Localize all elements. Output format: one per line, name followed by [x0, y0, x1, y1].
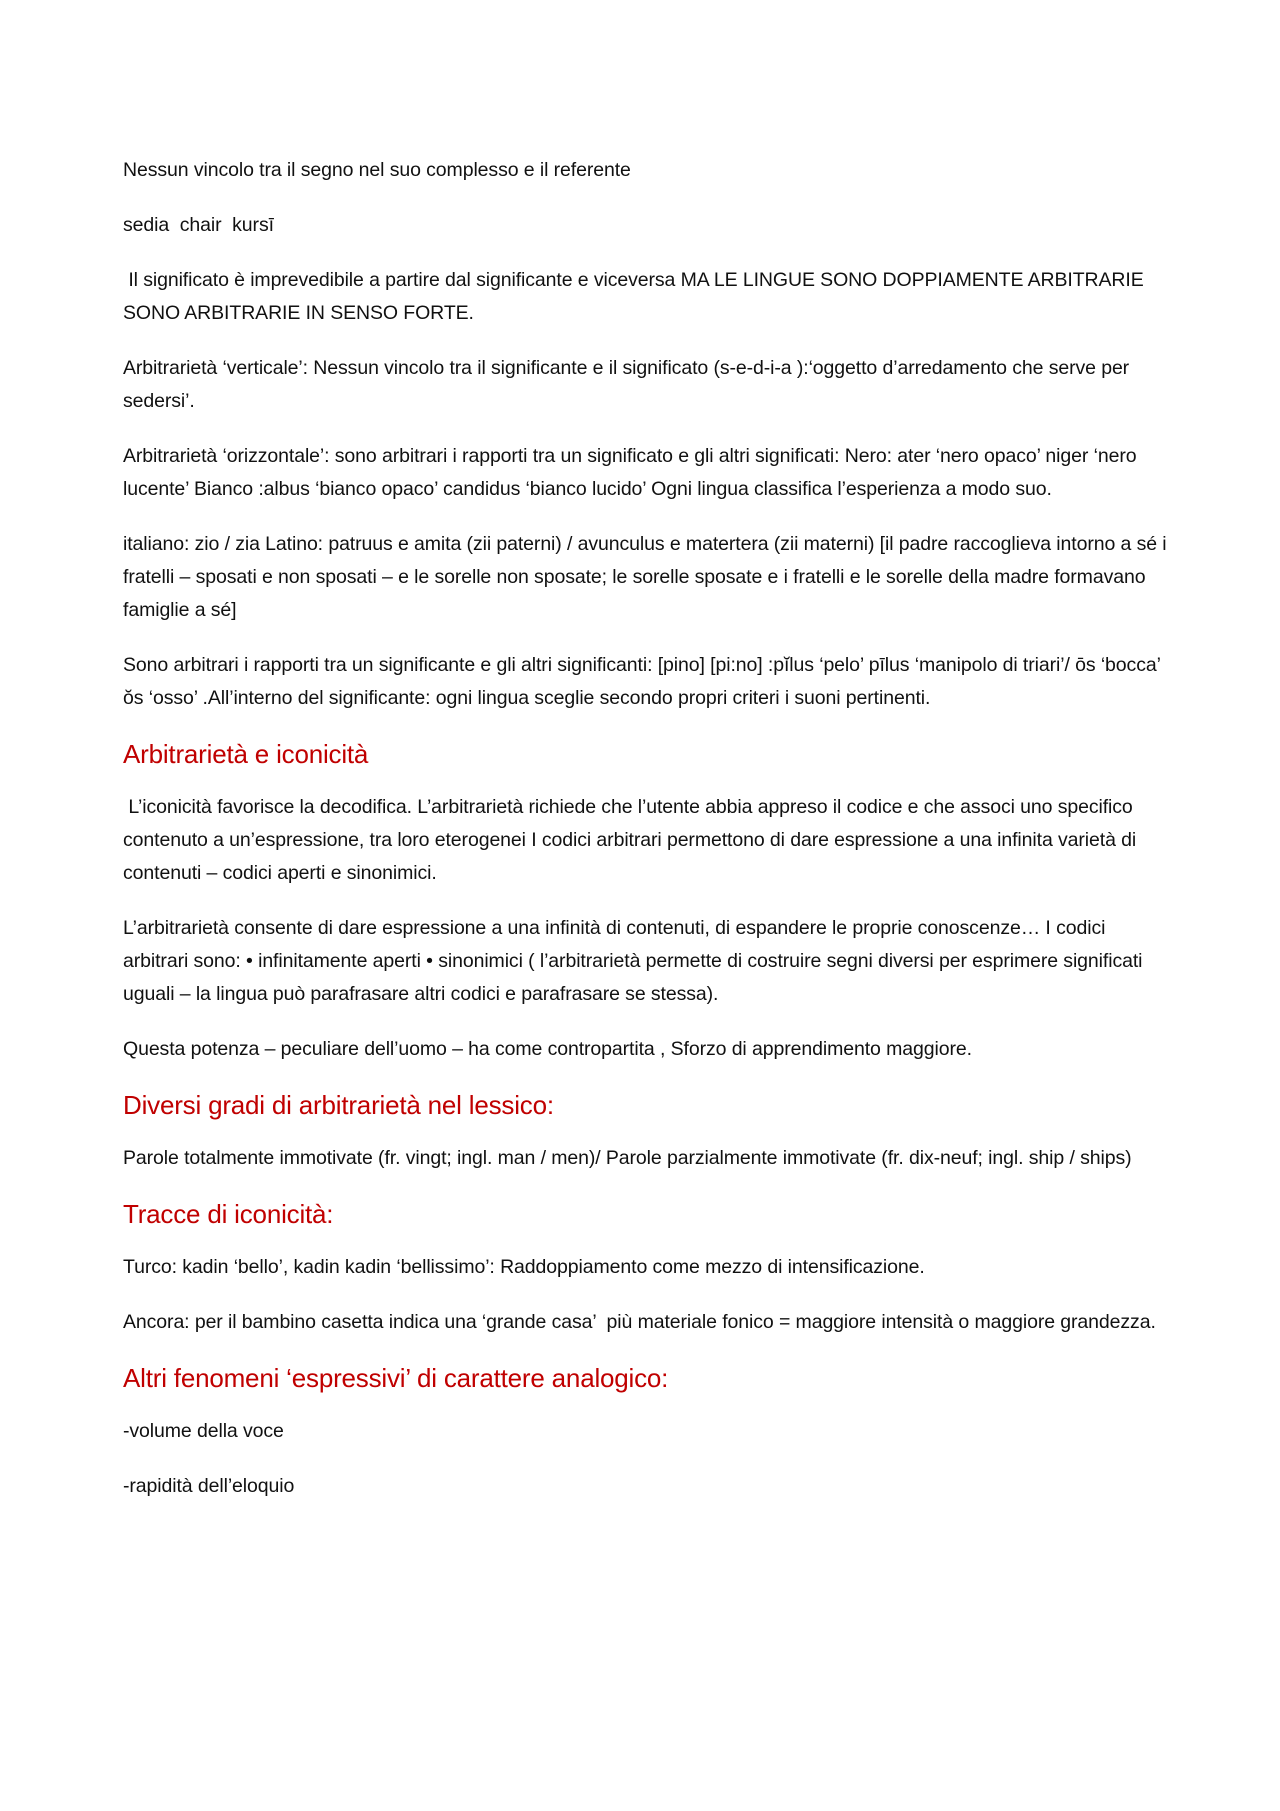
- section-heading: Tracce di iconicità:: [123, 1199, 334, 1229]
- paragraph: L’iconicità favorisce la decodifica. L’arbitrarietà richiede che l’utente abbia appreso il codice e che associ uno specifico contenuto a un’espressione, tra loro eterogenei I codici arbitrari permettono di dare espressione a una infinita varietà di contenuti – codici aperti e sinonimici.: [123, 796, 1142, 884]
- paragraph: Parole totalmente immotivate (fr. vingt; ingl. man / men)/ Parole parzialmente immotivate (fr. dix-neuf; ingl. ship / ships): [123, 1147, 1132, 1169]
- section-heading: Diversi gradi di arbitrarietà nel lessico:: [123, 1090, 554, 1120]
- paragraph: Nessun vincolo tra il segno nel suo complesso e il referente: [123, 159, 631, 181]
- paragraph: -rapidità dell’eloquio: [123, 1475, 295, 1497]
- paragraph: Ancora: per il bambino casetta indica una ‘grande casa’ più materiale fonico = maggiore intensità o maggiore grandezza.: [123, 1311, 1156, 1333]
- paragraph: Il significato è imprevedibile a partire dal significante e viceversa MA LE LINGUE SONO DOPPIAMENTE ARBITRARIE SONO ARBITRARIE IN SENSO FORTE.: [123, 269, 1155, 324]
- paragraph: L’arbitrarietà consente di dare espressione a una infinità di contenuti, di espandere le proprie conoscenze… I codici arbitrari sono: • infinitamente aperti • sinonimici ( l’arbitrarietà permette di costruire segni diversi per esprimere significati uguali – la lingua può parafrasare altri codici e parafrasare se stessa).: [123, 917, 1148, 1005]
- paragraph: Turco: kadin ‘bello’, kadin kadin ‘bellissimo’: Raddoppiamento come mezzo di intensificazione.: [123, 1256, 925, 1278]
- section-heading: Arbitrarietà e iconicità: [123, 739, 369, 769]
- paragraph: Sono arbitrari i rapporti tra un significante e gli altri significanti: [pino] [pi:no] :pĭlus ‘pelo’ pīlus ‘manipolo di triari’/ ōs ‘bocca’ ŏs ‘osso’ .All’interno del significante: ogni lingua sceglie secondo propri criteri i suoni pertinenti.: [123, 654, 1166, 709]
- paragraph: italiano: zio / zia Latino: patruus e amita (zii paterni) / avunculus e matertera (zii materni) [il padre raccoglieva intorno a sé i fratelli – sposati e non sposati – e le sorelle non sposate; le sorelle sposate e i fratelli e le sorelle della madre formavano famiglie a sé]: [123, 533, 1172, 621]
- paragraph: Arbitrarietà ‘verticale’: Nessun vincolo tra il significante e il significato (s-e-d-i-a ):‘oggetto d’arredamento che serve per sedersi’.: [123, 357, 1135, 412]
- paragraph: Arbitrarietà ‘orizzontale’: sono arbitrari i rapporti tra un significato e gli altri significati: Nero: ater ‘nero opaco’ niger ‘nero lucente’ Bianco :albus ‘bianco opaco’ candidus ‘bianco lucido’ Ogni lingua classifica l’esperienza a modo suo.: [123, 445, 1142, 500]
- section-heading: Altri fenomeni ‘espressivi’ di carattere analogico:: [123, 1363, 669, 1393]
- document-body: [123, 154, 1173, 1525]
- paragraph: -volume della voce: [123, 1420, 284, 1442]
- paragraph: sedia chair kursī: [123, 214, 274, 236]
- paragraph: Questa potenza – peculiare dell’uomo – ha come contropartita , Sforzo di apprendimento maggiore.: [123, 1038, 972, 1060]
